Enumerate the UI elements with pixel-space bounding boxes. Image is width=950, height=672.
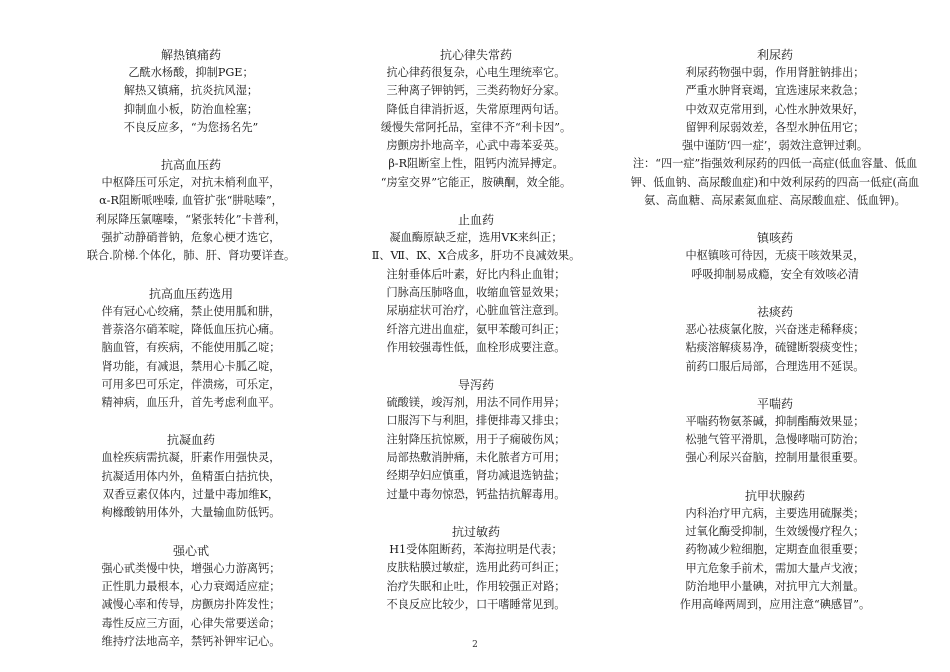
text-line: 口服泻下与利胆，排便排毒又排虫； xyxy=(386,414,566,428)
text-line: 枸橼酸钠用体外，大量输血防低钙。 xyxy=(101,506,281,520)
text-line: 维持疗法地高辛，禁钙补钾牢记心。 xyxy=(101,634,281,648)
text-line: 平喘药物氨茶碱，抑制酯酶效果显； xyxy=(685,414,865,428)
section-title: 导泻药 xyxy=(457,378,494,393)
column-middle xyxy=(352,46,600,633)
text-line: 普萘洛尔硝苯啶，降低血压抗心痛。 xyxy=(101,322,281,336)
section-antiasthmatic xyxy=(630,395,920,468)
text-line: 解热又镇痛，抗炎抗风湿； xyxy=(123,84,259,98)
text-line: 严重水肿肾衰竭，宜选速尿来救急； xyxy=(685,84,865,98)
text-line: 房颤房扑地高辛，心武中毒苯妥英。 xyxy=(386,139,566,153)
text-line: 肾功能，有减退，禁用心卡胍乙啶， xyxy=(101,359,281,373)
text-line: 抑制血小板，防治血栓塞； xyxy=(123,102,259,116)
text-line: 精神病，血压升，首先考虑利血平。 xyxy=(101,396,281,410)
text-line: 中效双克常用到，心性水肿效果好， xyxy=(685,102,865,116)
text-line: 呼吸抑制易成瘾，安全有效咳必清 xyxy=(691,267,859,281)
column-right xyxy=(630,46,920,634)
section-title: 利尿药 xyxy=(756,48,793,62)
text-line: 联合.阶梯.个体化，肺、肝、肾功要详查。 xyxy=(86,249,296,263)
section-hemostatic xyxy=(352,211,600,357)
text-line: 乙酰水杨酸，抑制PGE； xyxy=(128,66,254,79)
text-line: 缓慢失常阿托品，室律不齐“利卡因”。 xyxy=(380,120,572,134)
text-line: β-R阻断室上性，阻钙内流异搏定。 xyxy=(388,157,564,171)
section-antipyretic xyxy=(60,46,322,137)
section-title: 解热镇痛药 xyxy=(160,48,221,62)
text-line: 注射降压抗惊厥，用于子痫破伤风； xyxy=(386,432,566,446)
text-line: 不良反应比较少，口干嗜睡常见到。 xyxy=(386,597,566,611)
section-diuretic xyxy=(630,46,920,210)
text-line: 作用高峰两周到，应用注意“碘感冒”。 xyxy=(679,598,871,612)
column-left xyxy=(60,46,322,670)
section-antiarrhythmic xyxy=(352,46,600,192)
text-line: 内科治疗甲亢病，主要选用硫脲类； xyxy=(685,506,865,520)
text-line: 硫酸镁，竣泻剂，用法不同作用异； xyxy=(386,396,566,410)
text-line: 留钾利尿弱效差，各型水肿伍用它； xyxy=(685,120,865,134)
section-title: 抗心律失常药 xyxy=(439,48,512,62)
text-line: 过氧化酶受抑制，生效缓慢疗程久； xyxy=(685,525,865,539)
section-antitussive xyxy=(630,229,920,284)
text-line: 三种离子钾钠钙，三类药物好分家。 xyxy=(386,84,566,98)
text-line: 强扩动静硝普钠，危象心梗才选它， xyxy=(101,231,281,245)
text-line: 双香豆素仅体内，过量中毒加维K， xyxy=(102,488,280,502)
section-title: 抗甲状腺药 xyxy=(744,488,805,503)
text-line: 前药口服后局部，合理选用不延误。 xyxy=(685,359,865,373)
text-line: 伴有冠心心绞痛，禁止使用胍和肼， xyxy=(101,304,281,318)
section-laxative xyxy=(352,376,600,504)
text-line: 可用多巴可乐定，伴溃疡，可乐定， xyxy=(101,377,281,391)
text-line: 脑血管，有疾病，不能使用胍乙啶； xyxy=(101,341,281,355)
text-line: 毒性反应三方面，心律失常要送命； xyxy=(101,616,281,630)
text-line: 抗心律药很复杂，心电生理统率它。 xyxy=(386,66,566,79)
text-line: 经期孕妇应慎重，肾功减退选钠盐； xyxy=(386,469,566,483)
text-line: H1受体阻断药，苯海拉明是代表； xyxy=(389,542,563,556)
section-antithyroid xyxy=(630,487,920,615)
text-line: 凝血酶原缺乏症，选用VK来纠正； xyxy=(389,231,563,245)
text-line: 利尿降压氯噻嗪，“紧张转化”卡普利， xyxy=(95,212,287,226)
section-title: 强心甙 xyxy=(172,543,209,558)
text-line: 血栓疾病需抗凝，肝素作用强快灵， xyxy=(101,451,281,465)
section-expectorant xyxy=(630,303,920,376)
text-line: 尿崩症状可治疗，心脏血管注意到。 xyxy=(386,304,566,318)
section-title: 抗高血压药 xyxy=(160,158,221,173)
text-line: 抗凝适用体内外，鱼精蛋白拮抗快， xyxy=(101,469,281,483)
text-line: 中枢镇咳可待因，无痰干咳效果灵， xyxy=(685,249,865,263)
section-title: 抗凝血药 xyxy=(166,433,215,448)
section-title: 止血药 xyxy=(457,213,494,228)
text-line: 不良反应多，“为您扬名先” xyxy=(123,120,259,134)
section-title: 祛痰药 xyxy=(756,304,793,319)
text-line: 治疗失眠和止吐，作用较强正对路； xyxy=(386,579,566,593)
section-title: 平喘药 xyxy=(756,396,793,411)
text-line: 防治地甲小量碘，对抗甲亢大剂量。 xyxy=(685,579,865,593)
text-line: “房室交界”它能正，胺碘酮，效全能。 xyxy=(380,175,572,189)
text-line: 皮肤粘膜过敏症，选用此药可纠正； xyxy=(386,561,566,575)
text-line: 甲亢危象手前术，需加大量卢戈液； xyxy=(685,561,865,575)
text-line: 强中谨防‘四一症’，弱效注意钾过剩。 xyxy=(681,139,869,153)
text-line: α-R阻断哌唑嗪, 血管扩张“肼哒嗪”， xyxy=(99,194,283,208)
section-anticoagulant xyxy=(60,431,322,522)
page-number: 2 xyxy=(472,640,478,650)
text-line: 利尿药物强中弱，作用肾脏钠排出； xyxy=(685,66,865,79)
text-line: 强心甙类慢中快，增强心力游离钙； xyxy=(101,561,281,575)
section-title: 抗过敏药 xyxy=(451,524,500,539)
text-line: 减慢心率和传导，房颤房扑阵发性； xyxy=(101,598,281,612)
text-line: 强心利尿兴奋脑，控制用量很重要。 xyxy=(685,451,865,465)
section-antihypertensive xyxy=(60,156,322,265)
text-line: 注射垂体后叶素，好比内科止血钳； xyxy=(386,267,566,281)
section-cardiac-glycoside xyxy=(60,542,322,651)
text-line: 过量中毒勿惊恐，钙盐拮抗解毒用。 xyxy=(386,487,566,501)
section-title: 抗高血压药选用 xyxy=(148,286,233,301)
text-line: 药物减少粒细胞，定期查血很重要； xyxy=(685,543,865,557)
text-line: 正性肌力最根本，心力衰竭适应症； xyxy=(101,579,281,593)
text-line: 中枢降压可乐定，对抗未梢利血平， xyxy=(101,176,281,190)
text-line: 门脉高压肺咯血，收缩血管显效果； xyxy=(386,285,566,299)
text-line: 降低自律消折返，失常原理两句话。 xyxy=(386,102,566,116)
section-title: 镇咳药 xyxy=(756,231,793,246)
section-antihypertensive-selection xyxy=(60,285,322,413)
text-line: 松驰气管平滑肌，急慢哮喘可防治； xyxy=(685,433,865,447)
text-line: 粘痰溶解痰易净，硫键断裂痰变性； xyxy=(685,341,865,355)
text-line: Ⅱ、Ⅶ、Ⅸ、Ⅹ合成多，肝功不良减效果。 xyxy=(371,249,581,263)
text-line: 局部热敷消肿痛，未化脓者方可用； xyxy=(386,451,566,465)
text-line: 作用较强毒性低，血栓形成要注意。 xyxy=(386,340,566,354)
text-line: 纤溶亢进出血症，氨甲苯酸可纠正； xyxy=(386,322,566,336)
diuretic-note: 注：“四一症”指强效利尿药的四低一高症(低血容量、低血钾、低血钠、高尿酸血症)和中效利尿药的四高一低症(高血氨、高血糖、高尿素氮血症、高尿酸血症、低血钾)。 xyxy=(630,157,920,208)
section-antiallergic xyxy=(352,523,600,614)
text-line: 恶心祛痰氯化胺，兴奋迷走稀释痰； xyxy=(685,322,865,336)
